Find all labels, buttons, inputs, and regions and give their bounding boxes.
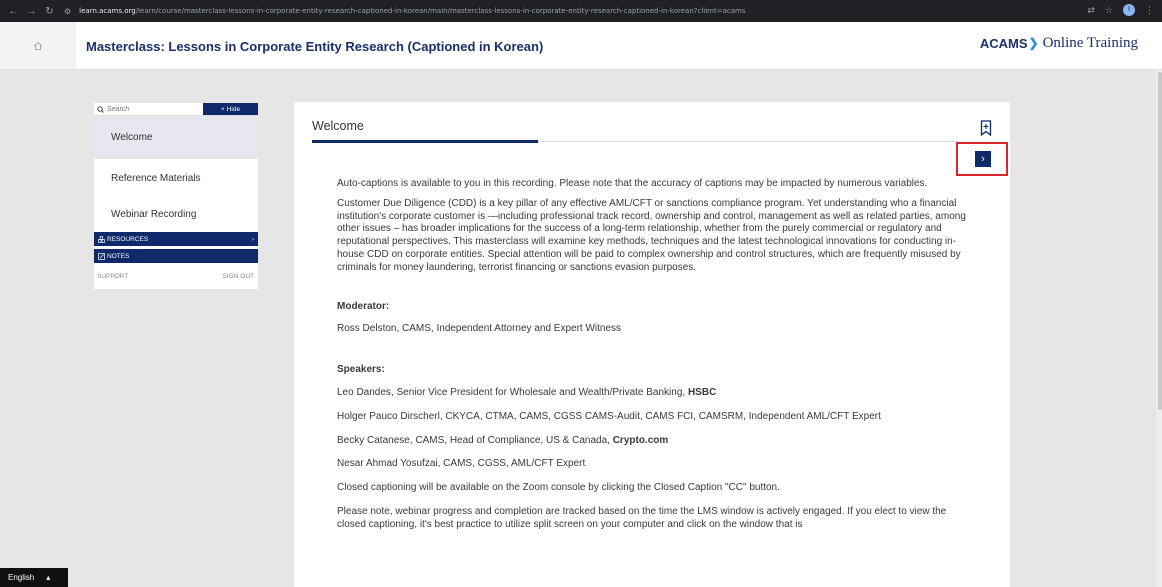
progress-underline	[312, 140, 538, 143]
sidebar-item-label: Welcome	[111, 132, 153, 143]
site-info-icon[interactable]: ⚙	[64, 6, 72, 16]
back-icon[interactable]: ←	[8, 5, 19, 17]
logo-text: Online Training	[1042, 35, 1138, 51]
hide-button[interactable]	[203, 103, 258, 115]
notes-icon	[98, 253, 105, 260]
progress-note: Please note, webinar progress and completion are tracked based on the time the LMS window is actively engaged. If you elect to view the closed captioning, it's best practice to utilize split screen on your computer and click on the window that is	[337, 505, 947, 530]
hide-label: Hide	[226, 105, 241, 113]
speaker-item: Nesar Ahmad Yosufzai, CAMS, CGSS, AML/CFT Expert	[337, 458, 586, 470]
sidebar-footer	[94, 266, 258, 280]
resources-label: RESOURCES	[107, 235, 149, 243]
support-link[interactable]: SUPPORT	[97, 273, 129, 280]
language-select[interactable]	[0, 568, 68, 587]
speaker-item	[337, 387, 975, 400]
sidebar-item-label: Webinar Recording	[111, 208, 197, 220]
scrollbar-thumb[interactable]	[1158, 72, 1162, 410]
lesson-content	[337, 178, 975, 539]
search-input[interactable]	[94, 103, 203, 115]
logo-brand: ACAMS	[979, 36, 1028, 51]
language-label: English	[8, 573, 35, 582]
page-title: Welcome	[312, 119, 364, 133]
sidebar-item-welcome[interactable]	[94, 116, 258, 159]
sidebar	[94, 103, 258, 289]
moderator-heading: Moderator:	[337, 300, 390, 312]
bookmark-icon[interactable]	[980, 120, 992, 136]
speaker-text: Leo Dandes, Senior Vice President for Wholesale and Wealth/Private Banking,	[337, 386, 688, 398]
content-panel	[294, 102, 1010, 587]
star-icon[interactable]: ☆	[1104, 4, 1113, 15]
logo-arrow-icon: ❯	[1028, 36, 1039, 50]
browser-toolbar	[0, 0, 1162, 22]
intro-paragraph: Auto-captions is available to you in this recording. Please note that the accuracy of captions may be impacted by numerous variables.	[337, 178, 928, 189]
closed-caption-note: Closed captioning will be available on the Zoom console by clicking the Closed Caption "CC" button.	[337, 482, 780, 494]
chevron-right-icon: ›	[981, 153, 985, 165]
notes-label: NOTES	[107, 252, 130, 260]
speaker-item	[337, 435, 975, 448]
description-paragraph: Customer Due Diligence (CDD) is a key pillar of any effective AML/CFT or sanctions compliance program. Yet understanding who a financial institution's corporate customer is —including professional track record, ownership and control, management as well as related parties, among other issues – has broader implications for the success of a long-term relationship, whether from the purely commercial or regulatory and reputational perspectives. This masterclass will examine key methods, techniques and the latest technological innovations for conducting in-house CDD on corporate entities. Special attention will be paid to complex ownership and control structures, which are frequently misused by criminals for money laundering, terrorist financing or sanctions evasion purposes.	[337, 197, 966, 273]
chevron-right-icon: ›	[251, 235, 254, 243]
profile-avatar[interactable]: I	[1123, 4, 1135, 16]
search-icon	[97, 106, 104, 113]
speaker-org: HSBC	[687, 386, 717, 398]
course-title: Masterclass: Lessons in Corporate Entity Research (Captioned in Korean)	[86, 39, 544, 54]
speaker-text: Becky Catanese, CAMS, Head of Compliance, US & Canada,	[337, 434, 613, 446]
address-bar[interactable]	[64, 3, 1114, 19]
acams-logo	[980, 35, 1138, 52]
resources-bar[interactable]	[94, 232, 258, 246]
translate-icon[interactable]: ⇄	[1087, 4, 1095, 15]
app-header	[0, 22, 1162, 70]
next-button[interactable]	[975, 151, 991, 167]
home-icon	[33, 41, 43, 51]
sign-out-link[interactable]: SIGN OUT	[222, 273, 254, 280]
sidebar-item-webinar-recording[interactable]	[94, 196, 258, 232]
forward-icon[interactable]: →	[26, 5, 37, 17]
search-row	[94, 103, 258, 116]
search-placeholder: Search	[107, 105, 130, 113]
notes-bar[interactable]	[94, 249, 258, 263]
speaker-item: Holger Pauco Dirscherl, CKYCA, CTMA, CAMS, CGSS CAMS-Audit, CAMS FCI, CAMSRM, Independent AML/CFT Expert	[337, 410, 881, 422]
url-host: learn.acams.org	[79, 7, 136, 15]
home-button[interactable]	[0, 22, 76, 69]
resources-icon	[98, 236, 105, 243]
sidebar-item-reference-materials[interactable]	[94, 160, 258, 196]
close-icon: ×	[220, 105, 225, 113]
reload-icon[interactable]: ↻	[45, 5, 54, 17]
speakers-heading: Speakers:	[337, 364, 385, 376]
moderator-text: Ross Delston, CAMS, Independent Attorney and Expert Witness	[337, 323, 622, 335]
url-path: /learn/course/masterclass-lessons-in-corporate-entity-research-captioned-in-korean/main/masterclass-lessons-in-corporate-entity-research-captioned-in-korean?client=acams	[135, 7, 746, 15]
sidebar-item-label: Reference Materials	[111, 172, 201, 184]
caret-up-icon: ▴	[46, 573, 51, 582]
menu-icon[interactable]: ⋮	[1145, 4, 1154, 15]
speaker-org: Crypto.com	[612, 434, 669, 446]
